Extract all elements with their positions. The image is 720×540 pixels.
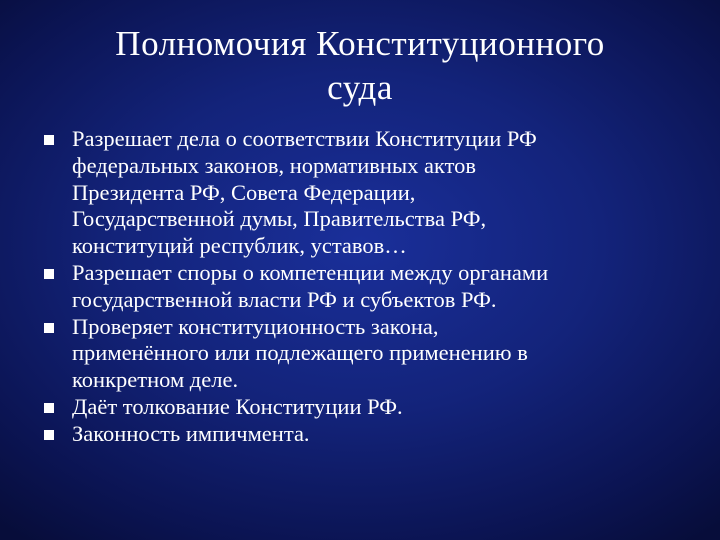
bullet-list (44, 126, 684, 448)
bullet-item-1 (44, 126, 684, 260)
bullet-line: конкретном деле. (72, 367, 239, 393)
bullet-item-3 (44, 314, 684, 394)
bullet-text (72, 314, 684, 394)
bullet-item-5 (44, 421, 684, 448)
bullet-line: Проверяет конституционность закона, (72, 313, 439, 339)
slide-title (40, 22, 680, 110)
slide-title-line: суда (327, 68, 393, 107)
bullet-line: Президента РФ, Совета Федерации, (72, 179, 416, 205)
bullet-text (72, 260, 684, 314)
bullet-line: Даёт толкование Конституции РФ. (72, 393, 403, 419)
bullet-line: федеральных законов, нормативных актов (72, 152, 476, 178)
square-bullet-icon (44, 135, 54, 145)
bullet-line: применённого или подлежащего применению в (72, 340, 528, 366)
bullet-text (72, 421, 684, 448)
square-bullet-icon (44, 323, 54, 333)
bullet-line: Законность импичмента. (72, 420, 310, 446)
bullet-item-4 (44, 394, 684, 421)
square-bullet-icon (44, 430, 54, 440)
bullet-text (72, 126, 684, 260)
bullet-line: государственной власти РФ и субъектов РФ. (72, 286, 497, 312)
square-bullet-icon (44, 403, 54, 413)
bullet-line: Государственной думы, Правительства РФ, (72, 206, 487, 232)
slide-title-line: Полномочия Конституционного (115, 24, 605, 63)
bullet-text (72, 394, 684, 421)
bullet-line: Разрешает споры о компетенции между органами (72, 259, 549, 285)
bullet-line: Разрешает дела о соответствии Конституции РФ (72, 126, 537, 151)
bullet-item-2 (44, 260, 684, 314)
bullet-line: конституций республик, уставов… (72, 233, 407, 259)
square-bullet-icon (44, 269, 54, 279)
